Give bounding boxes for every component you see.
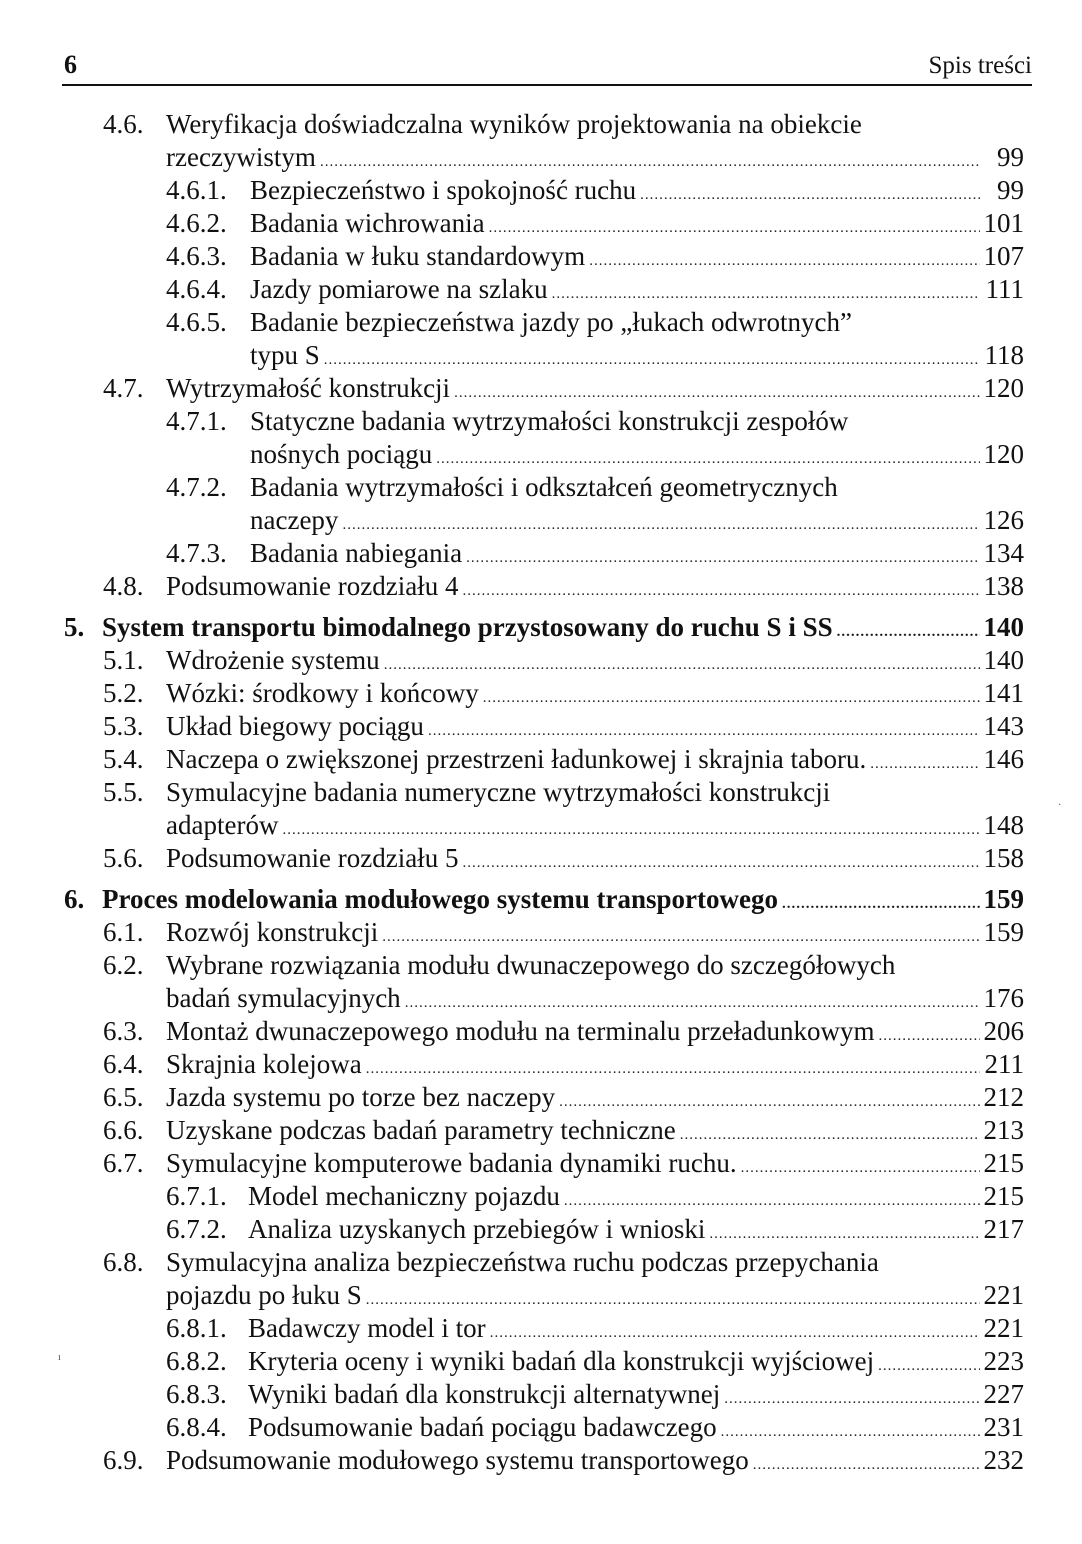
toc-entry-page: 101 — [983, 208, 1024, 238]
toc-entry-page: 143 — [983, 711, 1024, 741]
toc-entry-title: Analiza uzyskanych przebiegów i wnioski — [248, 1214, 706, 1244]
toc-entry[interactable] — [0, 842, 1082, 875]
toc-entry-page: 118 — [984, 340, 1024, 370]
toc-entry-title: Rozwój konstrukcji — [166, 917, 379, 947]
leader-dots — [753, 1449, 980, 1482]
toc-entry-number: 4.6.4. — [166, 274, 227, 304]
toc-entry-title: typu S — [250, 340, 320, 370]
toc-entry-title: nośnych pociągu — [250, 439, 433, 469]
toc-entry[interactable] — [0, 1312, 1082, 1345]
toc-entry-title: Wytrzymałość konstrukcji — [166, 373, 451, 403]
toc-entry[interactable] — [0, 1378, 1082, 1411]
toc-entry-page: 215 — [983, 1148, 1024, 1178]
toc-entry-number: 6.7.2. — [166, 1214, 227, 1244]
toc-entry-page: 138 — [983, 571, 1024, 601]
toc-entry-page: 231 — [983, 1412, 1024, 1442]
toc-entry[interactable] — [0, 306, 1082, 372]
toc-entry-title: Jazda systemu po torze bez naczepy — [166, 1082, 556, 1112]
toc-entry-page: 221 — [983, 1280, 1024, 1310]
toc-entry[interactable] — [0, 644, 1082, 677]
toc-entry-title: pojazdu po łuku S — [166, 1280, 362, 1310]
toc-entry-number: 6. — [64, 884, 85, 914]
toc-entry-page: 99 — [997, 175, 1024, 205]
toc-entry-page: 213 — [983, 1115, 1024, 1145]
toc-entry[interactable] — [0, 570, 1082, 603]
toc-entry-number: 6.8. — [103, 1247, 144, 1277]
toc-entry-number: 5.3. — [103, 711, 144, 741]
toc-entry-title: Wyniki badań dla konstrukcji alternatywnej — [248, 1379, 721, 1409]
toc-entry-title: adapterów — [166, 810, 279, 840]
toc-entry-title: Badania nabiegania — [250, 538, 463, 568]
toc-entry[interactable] — [0, 1114, 1082, 1147]
toc-chapter-entry[interactable] — [0, 883, 1082, 916]
page-number: 6 — [64, 50, 77, 79]
toc-entry-title: Uzyskane podczas badań parametry techniczne — [166, 1115, 676, 1145]
toc-entry-number: 6.1. — [103, 917, 144, 947]
toc-entry-page: 159 — [983, 917, 1024, 947]
toc-entry-title: rzeczywistym — [166, 142, 316, 172]
toc-entry-number: 4.6.1. — [166, 175, 227, 205]
toc-entry-page: 148 — [983, 810, 1024, 840]
toc-entry-page: 120 — [983, 439, 1024, 469]
toc-entry-page: 158 — [983, 843, 1024, 873]
toc-entry[interactable] — [0, 174, 1082, 207]
toc-entry[interactable] — [0, 1411, 1082, 1444]
toc-entry-title-line1: Symulacyjna analiza bezpieczeństwa ruchu podczas przepychania — [166, 1247, 879, 1277]
toc-entry-title-line1: Badanie bezpieczeństwa jazdy po „łukach odwrotnych” — [250, 307, 852, 337]
toc-entry-page: 107 — [983, 241, 1024, 271]
toc-entry-title-line1: Weryfikacja doświadczalna wyników projektowania na obiekcie — [166, 109, 862, 139]
toc-entry[interactable] — [0, 1180, 1082, 1213]
toc-entry[interactable] — [0, 537, 1082, 570]
toc-entry[interactable] — [0, 1345, 1082, 1378]
toc-entry-page: 217 — [983, 1214, 1024, 1244]
toc-entry-number: 5.2. — [103, 678, 144, 708]
toc-entry-title: Montaż dwunaczepowego modułu na terminalu przeładunkowym — [166, 1016, 875, 1046]
toc-entry-number: 6.8.4. — [166, 1412, 227, 1442]
toc-entry-number: 4.7.1. — [166, 406, 227, 436]
toc-entry-page: 126 — [983, 505, 1024, 535]
toc-entry-page: 176 — [983, 983, 1024, 1013]
toc-entry-title: Proces modelowania modułowego systemu transportowego — [102, 884, 778, 914]
toc-entry-number: 6.8.3. — [166, 1379, 227, 1409]
toc-entry[interactable] — [0, 710, 1082, 743]
toc-entry[interactable] — [0, 743, 1082, 776]
toc-entry-title: Podsumowanie modułowego systemu transportowego — [166, 1445, 749, 1475]
toc-entry-title: Jazdy pomiarowe na szlaku — [250, 274, 548, 304]
toc-entry[interactable] — [0, 1246, 1082, 1312]
toc-entry-page: 227 — [983, 1379, 1024, 1409]
toc-entry[interactable] — [0, 949, 1082, 1015]
toc-entry[interactable] — [0, 405, 1082, 471]
toc-entry-number: 4.7.2. — [166, 472, 227, 502]
toc-entry[interactable] — [0, 372, 1082, 405]
toc-entry-title-line1: Badania wytrzymałości i odkształceń geometrycznych — [250, 472, 838, 502]
toc-entry-number: 6.7. — [103, 1148, 144, 1178]
toc-entry-title: badań symulacyjnych — [166, 983, 401, 1013]
toc-entry-number: 4.7. — [103, 373, 144, 403]
toc-entry[interactable] — [0, 240, 1082, 273]
toc-entry[interactable] — [0, 471, 1082, 537]
toc-entry-page: 212 — [983, 1082, 1024, 1112]
toc-entry-number: 5.1. — [103, 645, 144, 675]
toc-entry-page: 215 — [983, 1181, 1024, 1211]
toc-entry-title: Skrajnia kolejowa — [166, 1049, 362, 1079]
toc-entry-number: 6.8.1. — [166, 1313, 227, 1343]
toc-entry-page: 223 — [983, 1346, 1024, 1376]
toc-entry-page: 146 — [983, 744, 1024, 774]
toc-entry-page: 120 — [983, 373, 1024, 403]
toc-entry-number: 5.5. — [103, 777, 144, 807]
toc-entry-title: Podsumowanie rozdziału 4 — [166, 571, 459, 601]
toc-entry-page: 206 — [983, 1016, 1024, 1046]
toc-entry-title: Układ biegowy pociągu — [166, 711, 424, 741]
toc-entry-title-line1: Statyczne badania wytrzymałości konstrukcji zespołów — [250, 406, 849, 436]
table-of-contents — [0, 108, 1082, 1477]
toc-entry-number: 6.5. — [103, 1082, 144, 1112]
toc-entry-number: 6.8.2. — [166, 1346, 227, 1376]
toc-entry-number: 5.6. — [103, 843, 144, 873]
toc-entry[interactable] — [0, 273, 1082, 306]
toc-entry[interactable] — [0, 1081, 1082, 1114]
toc-entry-number: 5. — [64, 612, 85, 642]
toc-entry-number: 4.6.5. — [166, 307, 227, 337]
toc-entry-number: 5.4. — [103, 744, 144, 774]
toc-entry-number: 4.7.3. — [166, 538, 227, 568]
toc-entry-number: 4.6.2. — [166, 208, 227, 238]
toc-entry-title: Model mechaniczny pojazdu — [248, 1181, 560, 1211]
toc-entry-page: 140 — [983, 612, 1024, 642]
toc-entry-page: 232 — [983, 1445, 1024, 1475]
scan-speck: · — [1058, 800, 1062, 811]
toc-entry[interactable] — [0, 207, 1082, 240]
toc-entry-title-line1: Wybrane rozwiązania modułu dwunaczepowego do szczegółowych — [166, 950, 896, 980]
toc-entry-title: Wdrożenie systemu — [166, 645, 380, 675]
toc-entry[interactable] — [0, 1147, 1082, 1180]
toc-entry-number: 6.6. — [103, 1115, 144, 1145]
toc-entry-title: Kryteria oceny i wyniki badań dla konstrukcji wyjściowej — [248, 1346, 875, 1376]
toc-entry-page: 140 — [983, 645, 1024, 675]
toc-entry-page: 221 — [983, 1313, 1024, 1343]
toc-entry-page: 99 — [997, 142, 1024, 172]
toc-entry-title: Badania w łuku standardowym — [250, 241, 586, 271]
toc-entry[interactable] — [0, 776, 1082, 842]
toc-entry-number: 6.4. — [103, 1049, 144, 1079]
toc-entry[interactable] — [0, 1048, 1082, 1081]
toc-entry-page: 134 — [983, 538, 1024, 568]
page-header — [62, 50, 1032, 86]
toc-entry-number: 4.6.3. — [166, 241, 227, 271]
toc-entry-title: Naczepa o zwiększonej przestrzeni ładunkowej i skrajnia taboru. — [166, 744, 867, 774]
leader-dots — [462, 575, 979, 608]
toc-entry-number: 4.8. — [103, 571, 144, 601]
toc-entry-title: Symulacyjne komputerowe badania dynamiki ruchu. — [166, 1148, 737, 1178]
toc-entry[interactable] — [0, 916, 1082, 949]
toc-entry-number: 6.7.1. — [166, 1181, 227, 1211]
toc-entry[interactable] — [0, 677, 1082, 710]
toc-chapter-entry[interactable] — [0, 611, 1082, 644]
toc-entry-title: Wózki: środkowy i końcowy — [166, 678, 479, 708]
toc-entry-number: 6.9. — [103, 1445, 144, 1475]
toc-entry-number: 4.6. — [103, 109, 144, 139]
leader-dots — [462, 847, 979, 880]
toc-entry-title-line1: Symulacyjne badania numeryczne wytrzymałości konstrukcji — [166, 777, 831, 807]
running-head: Spis treści — [928, 52, 1032, 79]
toc-entry-title: Bezpieczeństwo i spokojność ruchu — [250, 175, 637, 205]
toc-entry-number: 6.3. — [103, 1016, 144, 1046]
toc-entry-title: Badawczy model i tor — [248, 1313, 486, 1343]
toc-entry-title: System transportu bimodalnego przystosowany do ruchu S i SS — [102, 612, 833, 642]
toc-entry-page: 211 — [984, 1049, 1024, 1079]
toc-entry-page: 159 — [983, 884, 1024, 914]
toc-entry-title: Podsumowanie badań pociągu badawczego — [248, 1412, 717, 1442]
toc-entry[interactable] — [0, 1015, 1082, 1048]
toc-entry-number: 6.2. — [103, 950, 144, 980]
toc-entry[interactable] — [0, 1213, 1082, 1246]
toc-entry-title: Podsumowanie rozdziału 5 — [166, 843, 459, 873]
toc-entry[interactable] — [0, 1444, 1082, 1477]
scan-speck: ı — [58, 1352, 61, 1363]
toc-entry-title: naczepy — [250, 505, 339, 535]
toc-entry-page: 111 — [985, 274, 1024, 304]
toc-entry[interactable] — [0, 108, 1082, 174]
toc-entry-title: Badania wichrowania — [250, 208, 485, 238]
toc-entry-page: 141 — [983, 678, 1024, 708]
